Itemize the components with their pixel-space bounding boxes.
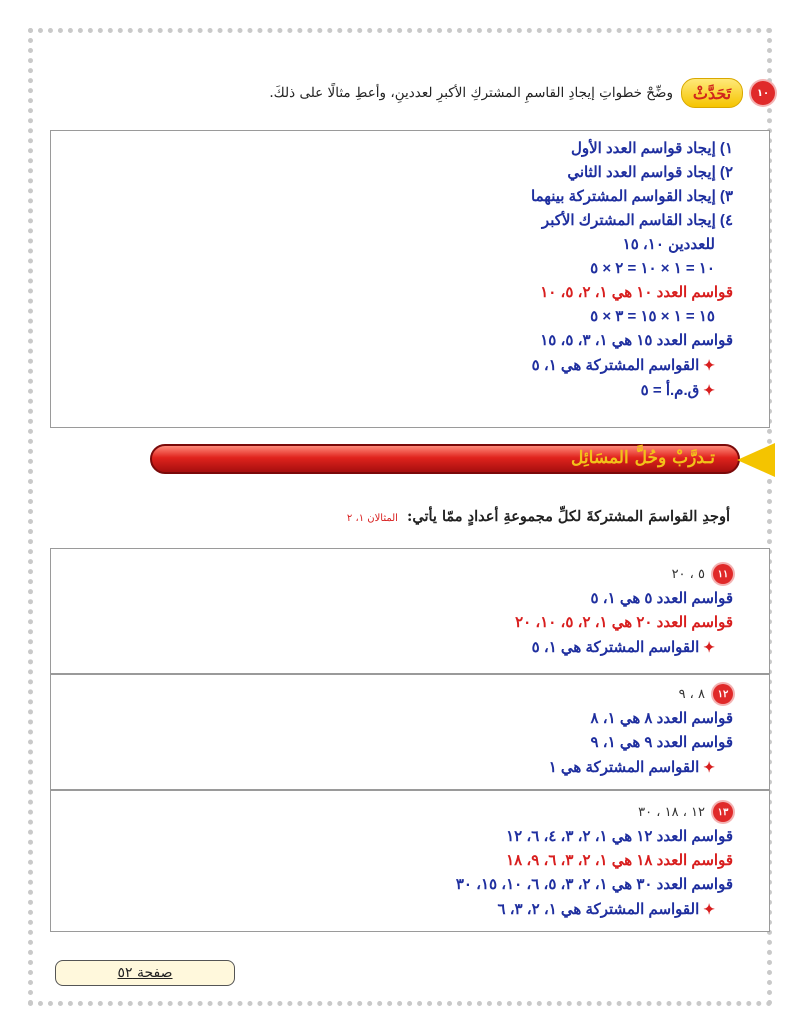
talk-badge: تَحَدَّثْ: [681, 78, 743, 108]
banner-title: تـدرَّبْ وحُلَّ المسَائِل: [571, 448, 715, 468]
divisors-line: قواسم العدد ٣٠ هي ١، ٢، ٣، ٥، ٦، ١٠، ١٥، ٣٠: [455, 876, 733, 893]
instruction-text: أوجدِ القواسمَ المشتركةَ لكلِّ مجموعةِ أعدادٍ ممّا يأتي:: [407, 508, 730, 525]
divisors-line: قواسم العدد ٩ هي ١، ٩: [590, 734, 733, 751]
step-line: ٣) إيجاد القواسم المشتركة بينهما: [531, 188, 733, 205]
practice-banner: [150, 441, 775, 479]
banner-arrow-icon: [737, 443, 775, 477]
problem-box: [50, 790, 770, 932]
problem-numbers: ١٢ ، ١٨ ، ٣٠: [638, 804, 705, 820]
example-line: ١٥ = ١ × ١٥ = ٣ × ٥: [590, 308, 715, 325]
problem-header: [51, 799, 733, 825]
step-line: ١) إيجاد قواسم العدد الأول: [570, 140, 733, 157]
star-icon: ✦: [703, 357, 715, 373]
problem-box: [50, 674, 770, 790]
step-line: ٢) إيجاد قواسم العدد الثاني: [567, 164, 733, 181]
star-icon: ✦: [703, 382, 715, 398]
star-icon: ✦: [703, 901, 715, 917]
star-icon: ✦: [703, 759, 715, 775]
question-text: وضِّحْ خطواتِ إيجادِ القاسمِ المشتركِ الأكبرِ لعددينِ، وأعطِ مثالًا على ذلكَ.: [269, 85, 673, 101]
problem-header: [51, 681, 733, 707]
common-divisors-line: ✦القواسم المشتركة هي ١: [548, 759, 715, 776]
problem-numbers: ٨ ، ٩: [678, 686, 705, 702]
step-line: ٤) إيجاد القاسم المشترك الأكبر: [541, 212, 733, 229]
problem-number-badge: ١٢: [713, 684, 733, 704]
divisors-line: قواسم العدد ٥ هي ١، ٥: [590, 590, 733, 607]
example-line: ١٠ = ١ × ١٠ = ٢ × ٥: [590, 260, 715, 277]
gcd-line: ✦ق.م.أ = ٥: [640, 382, 715, 399]
problem-number-badge: ١١: [713, 564, 733, 584]
common-divisors-line: ✦القواسم المشتركة هي ١، ٥: [531, 357, 715, 374]
example-line: قواسم العدد ١٠ هي ١، ٢، ٥، ١٠: [540, 284, 733, 301]
divisors-line: قواسم العدد ٢٠ هي ١، ٢، ٥، ١٠، ٢٠: [515, 614, 733, 631]
page-number-label: صفحة ٥٢: [55, 960, 235, 986]
problem-header: [51, 561, 733, 587]
star-icon: ✦: [703, 639, 715, 655]
common-divisors-line: ✦القواسم المشتركة هي ١، ٢، ٣، ٦: [497, 901, 715, 918]
problem-number-badge: ١٣: [713, 802, 733, 822]
divisors-line: قواسم العدد ١٢ هي ١، ٢، ٣، ٤، ٦، ١٢: [506, 828, 733, 845]
example-line: قواسم العدد ١٥ هي ١، ٣، ٥، ١٥: [540, 332, 733, 349]
problem-box: [50, 548, 770, 674]
example-line: للعددين ١٠، ١٥: [622, 236, 715, 253]
question-number-badge: ١٠: [751, 81, 775, 105]
answer-box: [50, 130, 770, 428]
divisors-line: قواسم العدد ١٨ هي ١، ٢، ٣، ٦، ٩، ١٨: [506, 852, 733, 869]
instruction-ref: المثالان ١، ٢: [346, 513, 398, 524]
common-divisors-line: ✦القواسم المشتركة هي ١، ٥: [531, 639, 715, 656]
problem-numbers: ٥ ، ٢٠: [671, 566, 705, 582]
divisors-line: قواسم العدد ٨ هي ١، ٨: [590, 710, 733, 727]
instruction: [70, 508, 730, 525]
challenge-question: [70, 78, 775, 108]
